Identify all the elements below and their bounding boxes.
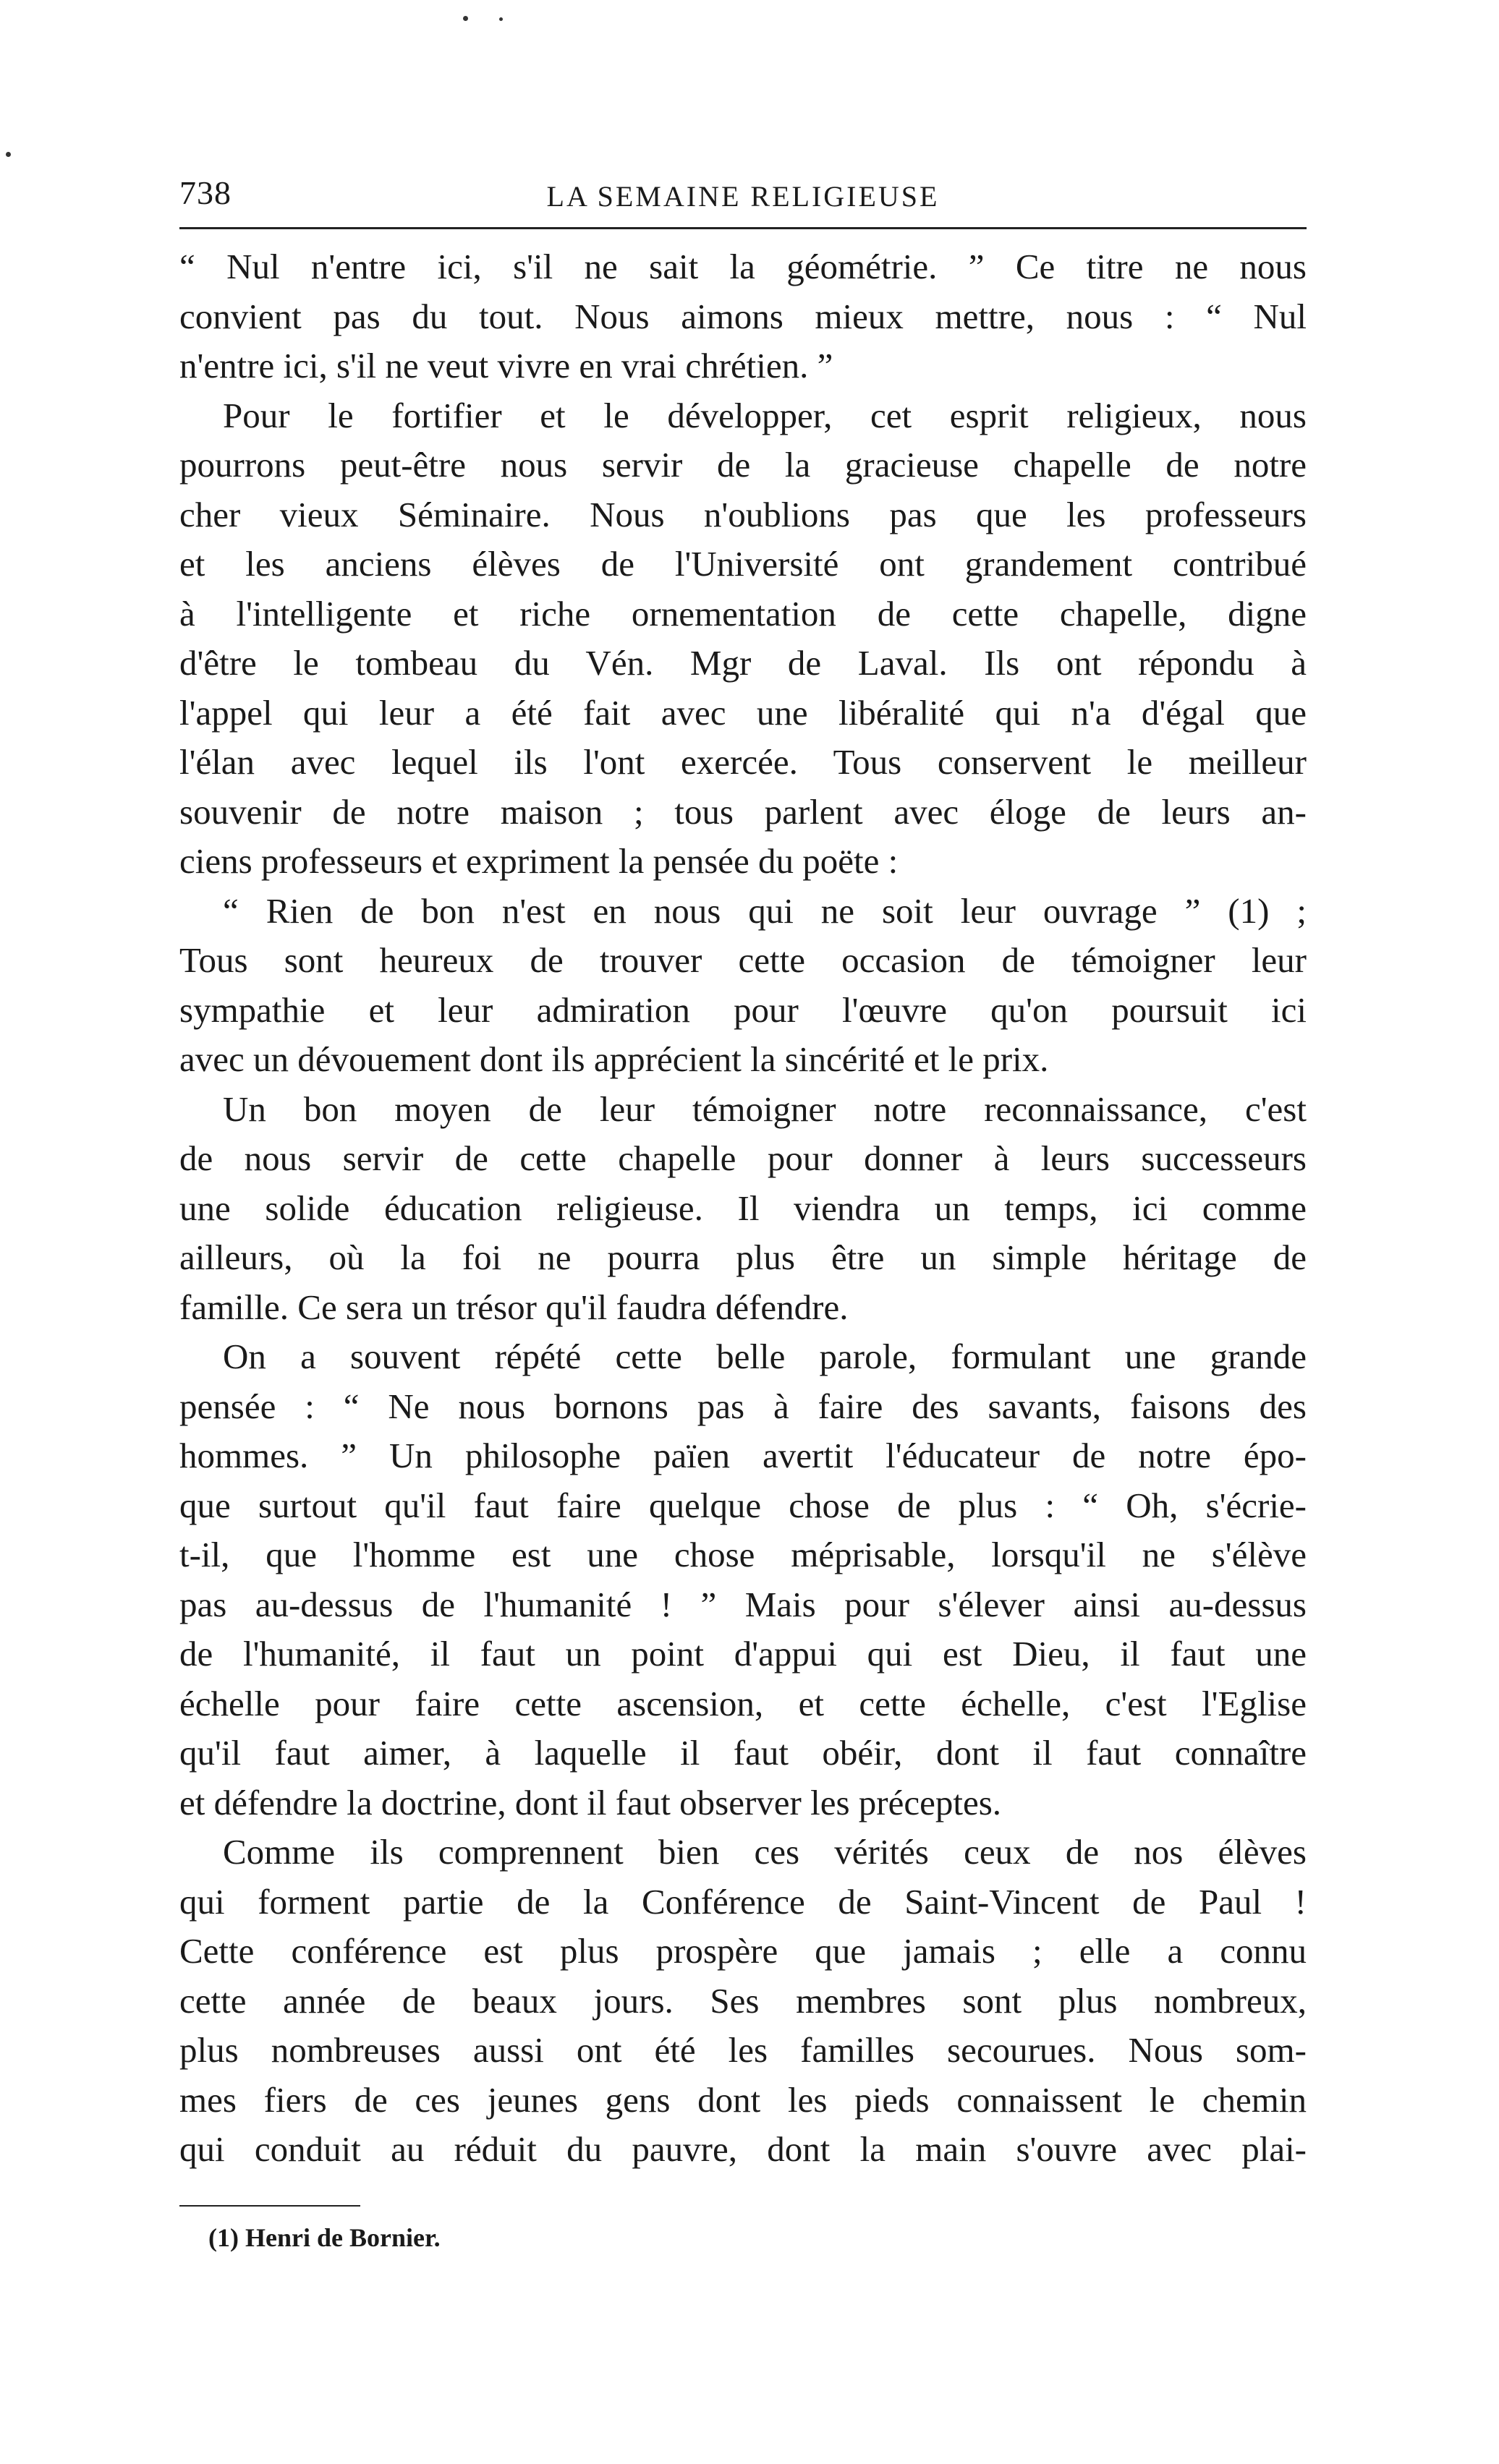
text-line: d'être le tombeau du Vén. Mgr de Laval. Ils ont répondu à — [179, 643, 1307, 683]
text-line: avec un dévouement dont ils apprécient la sincérité et le prix. — [179, 1039, 1049, 1079]
text-line: famille. Ce sera un trésor qu'il faudra défendre. — [179, 1287, 849, 1327]
page-header — [179, 174, 1307, 217]
text-line: qu'il faut aimer, à laquelle il faut obéir, dont il faut connaître — [179, 1733, 1307, 1773]
scan-speck — [6, 152, 11, 157]
page-number: 738 — [179, 174, 232, 211]
text-line: pensée : “ Ne nous bornons pas à faire des savants, faisons des — [179, 1386, 1307, 1426]
text-line: l'appel qui leur a été fait avec une libéralité qui n'a d'égal que — [179, 692, 1307, 733]
text-line: n'entre ici, s'il ne veut vivre en vrai chrétien. ” — [179, 346, 833, 385]
text-line: de nous servir de cette chapelle pour donner à leurs successeurs — [179, 1138, 1307, 1178]
text-line: et défendre la doctrine, dont il faut observer les préceptes. — [179, 1782, 1002, 1823]
text-line: cher vieux Séminaire. Nous n'oublions pas que les professeurs — [179, 494, 1307, 534]
text-line: de l'humanité, il faut un point d'appui qui est Dieu, il faut une — [179, 1634, 1307, 1674]
running-head: LA SEMAINE RELIGIEUSE — [546, 180, 940, 213]
text-line: On a souvent répété cette belle parole, formulant une grande — [223, 1337, 1307, 1376]
text-line: ciens professeurs et expriment la pensée du poëte : — [179, 841, 899, 881]
text-line: l'élan avec lequel ils l'ont exercée. Tous conservent le meilleur — [179, 742, 1307, 782]
text-line: Comme ils comprennent bien ces vérités ceux de nos élèves — [223, 1832, 1307, 1872]
text-line: ailleurs, où la foi ne pourra plus être un simple héritage de — [179, 1237, 1307, 1277]
text-line: une solide éducation religieuse. Il viendra un temps, ici comme — [179, 1188, 1307, 1228]
text-line: cette année de beaux jours. Ses membres sont plus nombreux, — [179, 1980, 1307, 2021]
text-line: “ Rien de bon n'est en nous qui ne soit leur ouvrage ” (1) ; — [223, 890, 1307, 931]
footnote: (1) Henri de Bornier. — [208, 2222, 441, 2252]
text-line: que surtout qu'il faut faire quelque chose de plus : “ Oh, s'écrie- — [179, 1485, 1307, 1525]
text-line: mes fiers de ces jeunes gens dont les pieds connaissent le chemin — [179, 2079, 1307, 2120]
text-line: Cette conférence est plus prospère que jamais ; elle a connu — [179, 1931, 1307, 1971]
text-line: hommes. ” Un philosophe païen avertit l'éducateur de notre épo- — [179, 1436, 1307, 1475]
text-line: pas au-dessus de l'humanité ! ” Mais pour s'élever ainsi au-dessus — [179, 1584, 1307, 1624]
text-line: Pour le fortifier et le développer, cet esprit religieux, nous — [223, 395, 1307, 435]
text-line: qui conduit au réduit du pauvre, dont la main s'ouvre avec plai- — [179, 2129, 1307, 2169]
footnote-rule — [179, 2205, 360, 2207]
text-line: pourrons peut-être nous servir de la gracieuse chapelle de notre — [179, 445, 1307, 485]
body-text — [179, 242, 1307, 2175]
text-line: échelle pour faire cette ascension, et cette échelle, c'est l'Eglise — [179, 1683, 1307, 1723]
scan-speck — [463, 16, 468, 21]
text-line: plus nombreuses aussi ont été les familles secourues. Nous som- — [179, 2030, 1307, 2070]
text-line: qui forment partie de la Conférence de Saint-Vincent de Paul ! — [179, 1881, 1307, 1922]
text-line: sympathie et leur admiration pour l'œuvre qu'on poursuit ici — [179, 989, 1307, 1030]
text-line: “ Nul n'entre ici, s'il ne sait la géométrie. ” Ce titre ne nous — [179, 247, 1307, 286]
text-line: convient pas du tout. Nous aimons mieux mettre, nous : “ Nul — [179, 296, 1307, 336]
text-line: et les anciens élèves de l'Université ont grandement contribué — [179, 544, 1307, 584]
text-line: t-il, que l'homme est une chose méprisable, lorsqu'il ne s'élève — [179, 1535, 1307, 1574]
scan-speck — [499, 17, 503, 21]
text-line: souvenir de notre maison ; tous parlent avec éloge de leurs an- — [179, 791, 1307, 832]
header-rule — [179, 227, 1307, 229]
text-line: Tous sont heureux de trouver cette occasion de témoigner leur — [179, 940, 1307, 980]
text-line: à l'intelligente et riche ornementation de cette chapelle, digne — [179, 593, 1307, 634]
text-line: Un bon moyen de leur témoigner notre reconnaissance, c'est — [223, 1088, 1307, 1129]
book-page — [179, 174, 1307, 2253]
